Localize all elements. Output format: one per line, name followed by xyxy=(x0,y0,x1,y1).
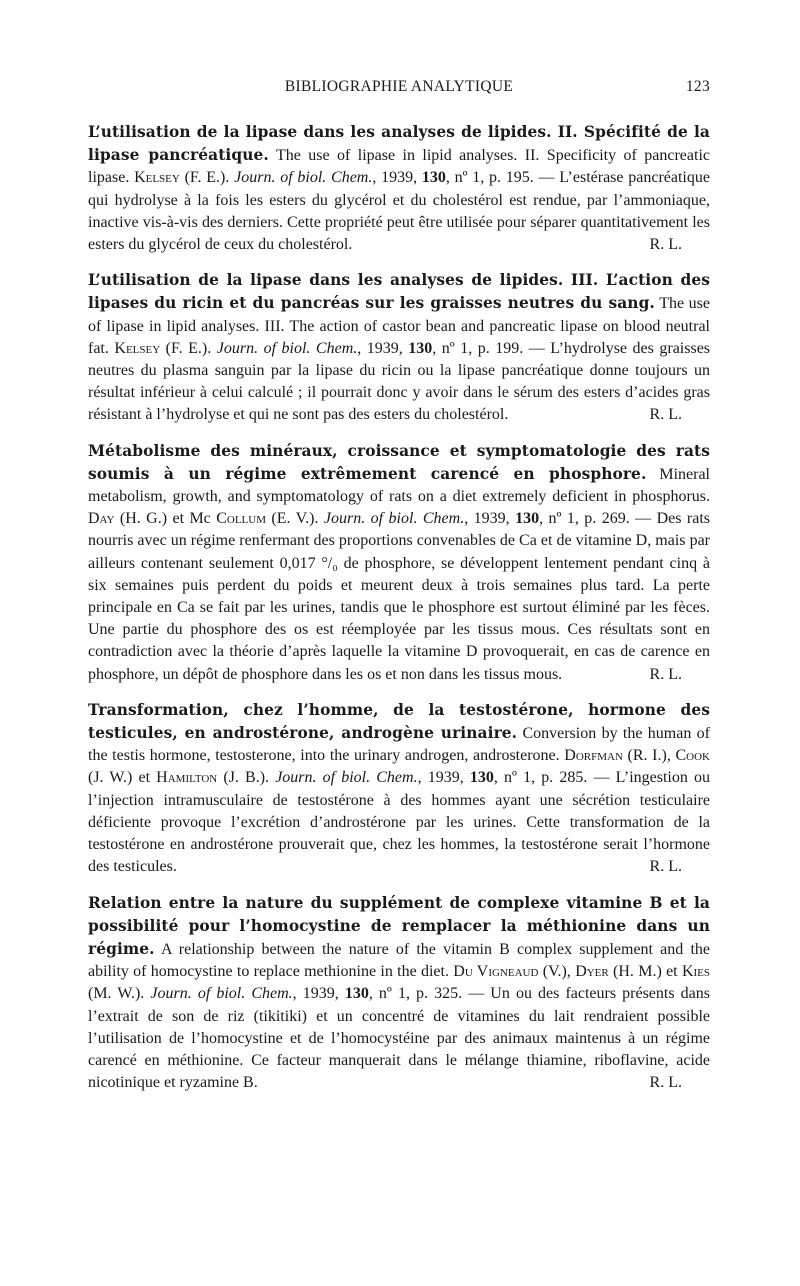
abstract-entry xyxy=(88,892,710,1095)
entry-abstract: — L’ingestion ou l’injection intramusculaire de testostérone à des hommes ayant une sécrétion testiculaire déficiente provoque l’excrétion d’androstérone par les urines. Cette transformation de la testostérone en androstérone prouverait que, chez les hommes, la testostérone serait l’hormone des testicules. xyxy=(88,769,711,876)
entry-volume: 130 xyxy=(421,169,446,187)
entry-abstract: — L’hydrolyse des graisses neutres du plasma sanguin par la lipase du ricin ou la lipase pancréatique donne toujours un résultat inférieur à celui calculé ; il pourrait donc y avoir dans le sérum des esters d’acides gras résistant à l’hydrolyse et qui ne sont pas des esters du cholestérol. xyxy=(88,339,711,424)
abstract-entry xyxy=(88,440,710,686)
entry-reviewer: R. L. xyxy=(649,406,682,424)
entry-year: , 1939, xyxy=(417,769,470,787)
abstract-entry xyxy=(88,699,710,879)
abstract-entry xyxy=(88,121,710,256)
entry-reviewer: R. L. xyxy=(649,236,682,254)
entry-reviewer: R. L. xyxy=(649,665,682,683)
entry-title: Transformation, chez l’homme, de la testostérone, hormone des testicules, en androstérone, androgène urinaire. xyxy=(88,700,710,743)
entry-author: Cook xyxy=(675,747,710,765)
journal-page xyxy=(88,78,710,1094)
entry-title: L’utilisation de la lipase dans les analyses de lipides. III. L’action des lipases du ricin et du pancréas sur les graisses neutres du sang. xyxy=(88,271,710,313)
running-title: BIBLIOGRAPHIE ANALYTIQUE xyxy=(284,78,514,95)
entry-reviewer: R. L. xyxy=(649,1074,682,1092)
entry-author-initials: (J. W.) et xyxy=(88,769,157,787)
entry-journal: Journ. of biol. Chem. xyxy=(234,169,373,187)
entry-reviewer: R. L. xyxy=(649,858,682,876)
entry-author-initials: (J. B.). xyxy=(217,769,276,787)
entry-year: , 1939, xyxy=(357,339,409,357)
entry-author: Du Vigneaud xyxy=(453,963,539,981)
entry-issue-page: , nº 1, p. 285. xyxy=(493,769,594,787)
entry-volume: 130 xyxy=(408,339,433,357)
entry-volume: 130 xyxy=(344,985,369,1003)
entry-author: Kelsey xyxy=(114,339,161,357)
entry-issue-page: , nº 1, p. 199. xyxy=(432,339,529,357)
entry-journal: Journ. of biol. Chem. xyxy=(275,769,418,787)
entry-year: , 1939, xyxy=(464,510,516,528)
entry-journal: Journ. of biol. Chem. xyxy=(216,339,358,357)
entry-year: , 1939, xyxy=(372,169,422,187)
entry-issue-page: , nº 1, p. 325. xyxy=(368,985,469,1003)
running-head xyxy=(88,78,710,108)
entry-issue-page: , nº 1, p. 269. xyxy=(539,510,636,528)
entry-abstract: — Des rats nourris avec un régime renfermant des proportions convenables de Ca et de vitamine D, mais par ailleurs contenant seulement 0,017 °/₀ de phosphore, se développent lentement pendant cinq à six semaines puis perdent du poids et meurent deux à trois semaines plus tard. La perte principale en Ca se fait par les urines, tandis que le phosphore est surtout éliminé par les fèces. Une partie du phosphore des os est réemployée par les tissus mous. Ces résultats sont en contradiction avec la théorie d’après laquelle la vitamine D provoquerait, en cas de carence en phosphore, un dépôt de phosphore dans les os et non dans les tissus mous. xyxy=(88,510,711,683)
entry-author: Collum xyxy=(216,510,266,528)
entry-author: Kelsey xyxy=(134,169,180,187)
entry-translation: A relationship between the nature of the vitamin B complex supplement and the ability of homocystine to replace methionine in the diet. xyxy=(88,940,710,981)
entry-title: Relation entre la nature du supplément de complexe vitamine B et la possibilité pour l’homocystine de remplacer la méthionine dans un régime. xyxy=(88,893,710,958)
entry-author: Day xyxy=(88,510,115,528)
entry-translation: Conversion by the human of the testis hormone, testosterone, into the urinary androgen, androsterone. xyxy=(88,725,710,765)
entry-title: Métabolisme des minéraux, croissance et symptomatologie des rats soumis à un régime extrêmement carencé en phosphore. xyxy=(88,441,710,483)
entry-journal: Journ. of biol. Chem. xyxy=(323,510,465,528)
page-number: 123 xyxy=(685,78,710,95)
entry-abstract: — Un ou des facteurs présents dans l’extrait de son de riz (tikitiki) et un concentré de vitamines du lait rendraient possible l’utilisation de l’homocystine et de l’homocystéine par des animaux maintenus à un régime carencé en méthionine. Ce facteur manquerait dans le mélange thiamine, riboflavine, acide nicotinique et ryzamine B. xyxy=(88,985,710,1092)
abstract-entry xyxy=(88,269,710,426)
entry-volume: 130 xyxy=(469,769,494,787)
entry-issue-page: , nº 1, p. 195. xyxy=(445,169,539,187)
entry-translation: The use of lipase in lipid analyses. III. The action of castor bean and pancreatic lipase on blood neutral fat. xyxy=(88,295,710,357)
entry-translation: Mineral metabolism, growth, and symptomatology of rats on a diet extremely deficient in phosphorus. xyxy=(88,465,710,506)
entry-author-initials: (F. E.). xyxy=(160,339,217,357)
entry-author-initials: (H. M.) et xyxy=(608,963,682,981)
entry-title: L’utilisation de la lipase dans les analyses de lipides. II. Spécifité de la lipase pancréatique. xyxy=(88,123,710,165)
entry-author-initials: (H. G.) et Mc xyxy=(114,510,217,528)
entry-author-initials: (M. W.). xyxy=(88,985,151,1003)
entry-author: Dorfman xyxy=(564,747,623,765)
entry-journal: Journ. of biol. Chem. xyxy=(150,985,293,1003)
entry-volume: 130 xyxy=(515,510,540,528)
entry-author-initials: (R. I.), xyxy=(622,747,676,765)
entry-abstract: — L’estérase pancréatique qui hydrolyse à la fois les esters du glycérol et du cholestérol est rendue, par l’ammoniaque, inactive vis-à-vis des derniers. Cette propriété peut être utilisée pour séparer quantitativement les esters du glycérol de ceux du cholestérol. xyxy=(88,169,710,254)
entry-author-initials: (E. V.). xyxy=(266,510,324,528)
entry-translation: The use of lipase in lipid analyses. II. Specificity of pancreatic lipase. xyxy=(88,147,711,187)
entry-author: Dyer xyxy=(575,963,609,981)
entry-author-initials: (V.), xyxy=(538,963,576,981)
entry-author-initials: (F. E.). xyxy=(179,169,235,187)
entry-author: Kies xyxy=(681,963,710,981)
entry-year: , 1939, xyxy=(292,985,345,1003)
entry-author: Hamilton xyxy=(156,769,218,787)
